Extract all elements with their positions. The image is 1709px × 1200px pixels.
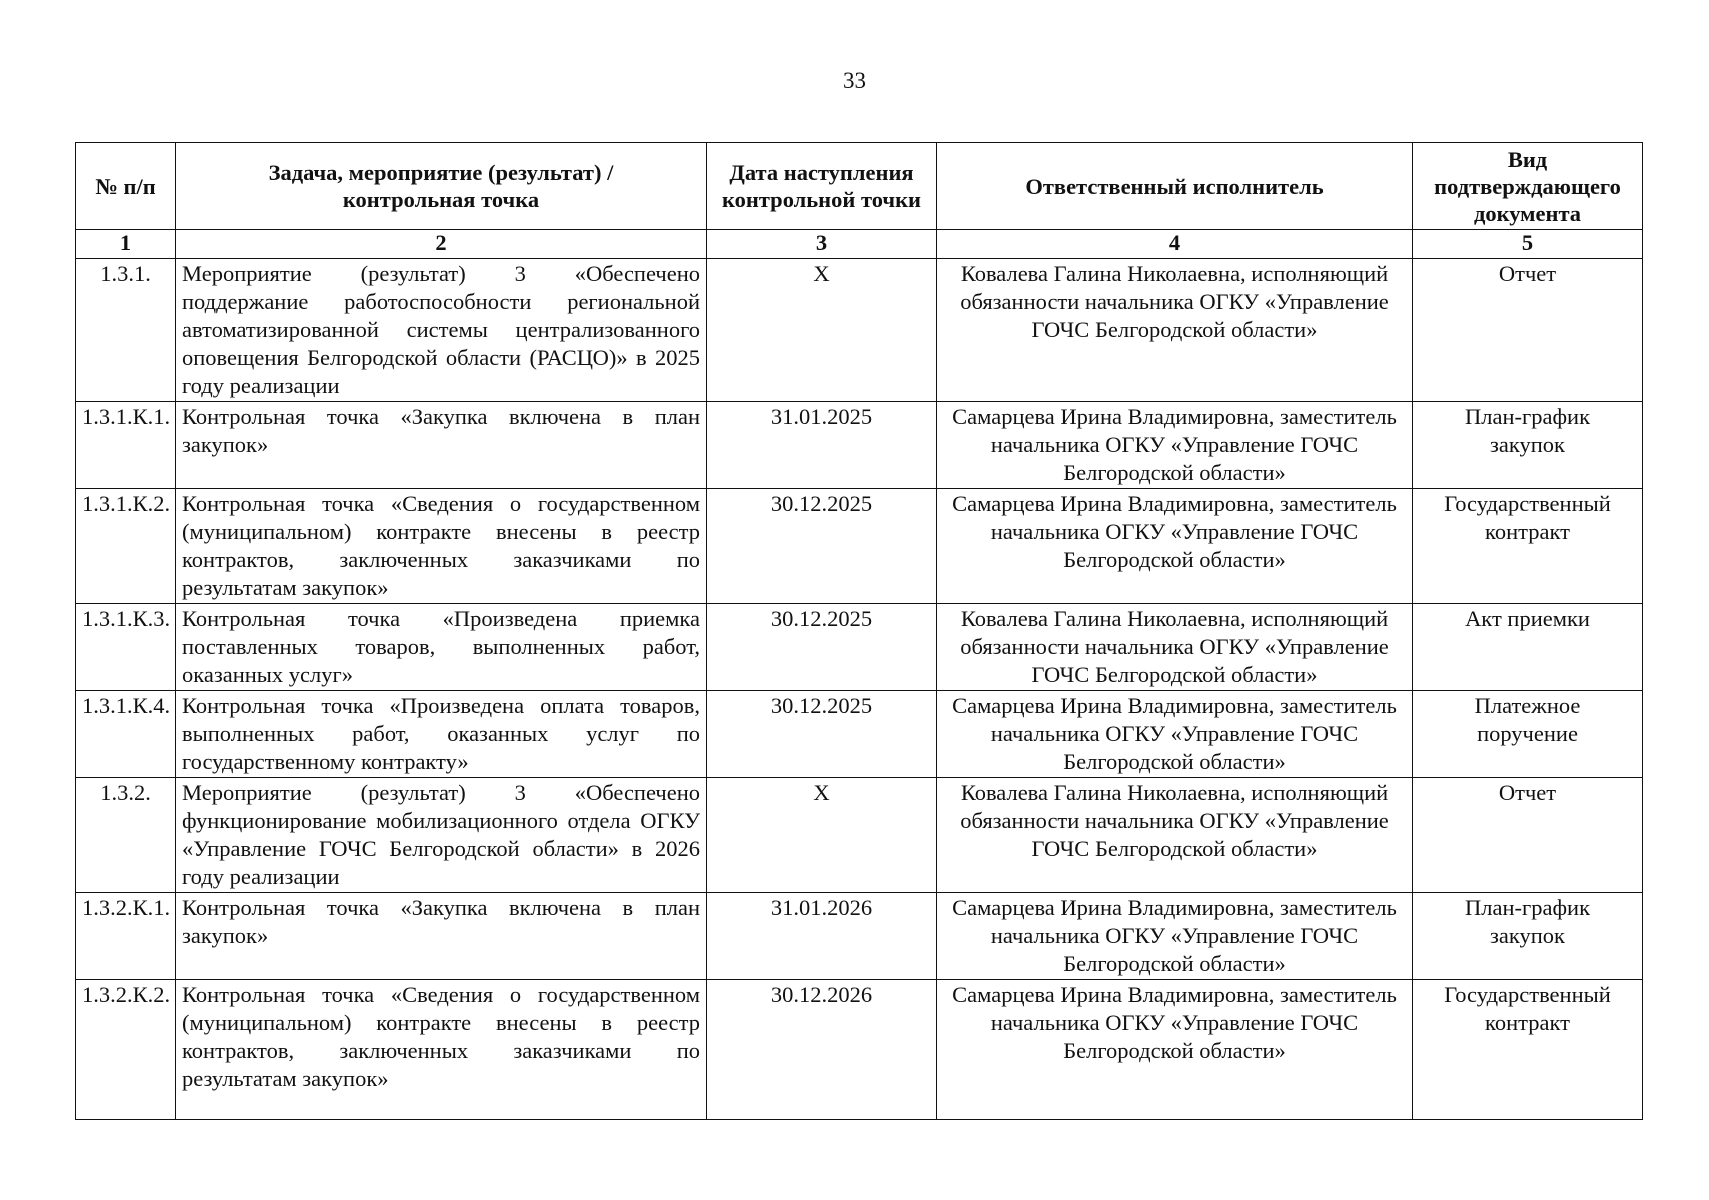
row-task: Контрольная точка «Закупка включена в план закупок» — [176, 402, 707, 489]
row-executor: Самарцева Ирина Владимировна, заместитель начальника ОГКУ «Управление ГОЧС Белгородской области» — [937, 893, 1413, 980]
row-number: 1.3.1.К.1. — [76, 402, 176, 489]
header-document: Вид подтверждающего документа — [1413, 143, 1643, 230]
row-executor: Самарцева Ирина Владимировна, заместитель начальника ОГКУ «Управление ГОЧС Белгородской области» — [937, 691, 1413, 778]
row-date: X — [707, 778, 937, 893]
column-number-row — [76, 230, 1643, 259]
table-row — [76, 778, 1643, 893]
row-task: Мероприятие (результат) 3 «Обеспечено функционирование мобилизационного отдела ОГКУ «Управление ГОЧС Белгородской области» в 2026 году реализации — [176, 778, 707, 893]
row-date: 30.12.2025 — [707, 604, 937, 691]
row-number: 1.3.1. — [76, 259, 176, 402]
row-document: Государственный контракт — [1413, 980, 1643, 1120]
row-task: Контрольная точка «Закупка включена в план закупок» — [176, 893, 707, 980]
row-document: План-график закупок — [1413, 402, 1643, 489]
header-date: Дата наступления контрольной точки — [707, 143, 937, 230]
header-row — [76, 143, 1643, 230]
column-number: 2 — [176, 230, 707, 259]
row-document: Отчет — [1413, 259, 1643, 402]
row-document: Платежное поручение — [1413, 691, 1643, 778]
row-number: 1.3.1.К.3. — [76, 604, 176, 691]
row-executor: Самарцева Ирина Владимировна, заместитель начальника ОГКУ «Управление ГОЧС Белгородской области» — [937, 980, 1413, 1120]
table-row — [76, 604, 1643, 691]
row-document: План-график закупок — [1413, 893, 1643, 980]
row-document: Отчет — [1413, 778, 1643, 893]
row-number: 1.3.2.К.1. — [76, 893, 176, 980]
row-executor: Ковалева Галина Николаевна, исполняющий обязанности начальника ОГКУ «Управление ГОЧС Белгородской области» — [937, 778, 1413, 893]
table-row — [76, 893, 1643, 980]
row-task: Контрольная точка «Сведения о государственном (муниципальном) контракте внесены в реестр контрактов, заключенных заказчиками по результатам закупок» — [176, 980, 707, 1120]
row-task: Контрольная точка «Произведена приемка поставленных товаров, выполненных работ, оказанных услуг» — [176, 604, 707, 691]
column-number: 5 — [1413, 230, 1643, 259]
table-row — [76, 259, 1643, 402]
table-row — [76, 980, 1643, 1120]
table-row — [76, 489, 1643, 604]
row-executor: Самарцева Ирина Владимировна, заместитель начальника ОГКУ «Управление ГОЧС Белгородской области» — [937, 402, 1413, 489]
row-task: Мероприятие (результат) 3 «Обеспечено поддержание работоспособности региональной автоматизированной системы централизованного оповещения Белгородской области (РАСЦО)» в 2025 году реализации — [176, 259, 707, 402]
row-date: 30.12.2025 — [707, 691, 937, 778]
row-number: 1.3.2.К.2. — [76, 980, 176, 1120]
row-number: 1.3.1.К.4. — [76, 691, 176, 778]
row-date: 30.12.2025 — [707, 489, 937, 604]
row-executor: Ковалева Галина Николаевна, исполняющий обязанности начальника ОГКУ «Управление ГОЧС Белгородской области» — [937, 259, 1413, 402]
table-row — [76, 691, 1643, 778]
column-number: 1 — [76, 230, 176, 259]
row-executor: Самарцева Ирина Владимировна, заместитель начальника ОГКУ «Управление ГОЧС Белгородской области» — [937, 489, 1413, 604]
column-number: 3 — [707, 230, 937, 259]
row-date: 31.01.2025 — [707, 402, 937, 489]
header-number: № п/п — [76, 143, 176, 230]
row-document: Государственный контракт — [1413, 489, 1643, 604]
row-task: Контрольная точка «Сведения о государственном (муниципальном) контракте внесены в реестр контрактов, заключенных заказчиками по результатам закупок» — [176, 489, 707, 604]
row-number: 1.3.1.К.2. — [76, 489, 176, 604]
table-row — [76, 402, 1643, 489]
column-number: 4 — [937, 230, 1413, 259]
row-number: 1.3.2. — [76, 778, 176, 893]
row-task: Контрольная точка «Произведена оплата товаров, выполненных работ, оказанных услуг по государственному контракту» — [176, 691, 707, 778]
header-executor: Ответственный исполнитель — [937, 143, 1413, 230]
control-points-table — [75, 142, 1643, 1120]
page-number: 33 — [843, 68, 866, 93]
row-date: 30.12.2026 — [707, 980, 937, 1120]
header-task: Задача, мероприятие (результат) / контрольная точка — [176, 143, 707, 230]
row-date: X — [707, 259, 937, 402]
row-executor: Ковалева Галина Николаевна, исполняющий обязанности начальника ОГКУ «Управление ГОЧС Белгородской области» — [937, 604, 1413, 691]
row-document: Акт приемки — [1413, 604, 1643, 691]
row-date: 31.01.2026 — [707, 893, 937, 980]
